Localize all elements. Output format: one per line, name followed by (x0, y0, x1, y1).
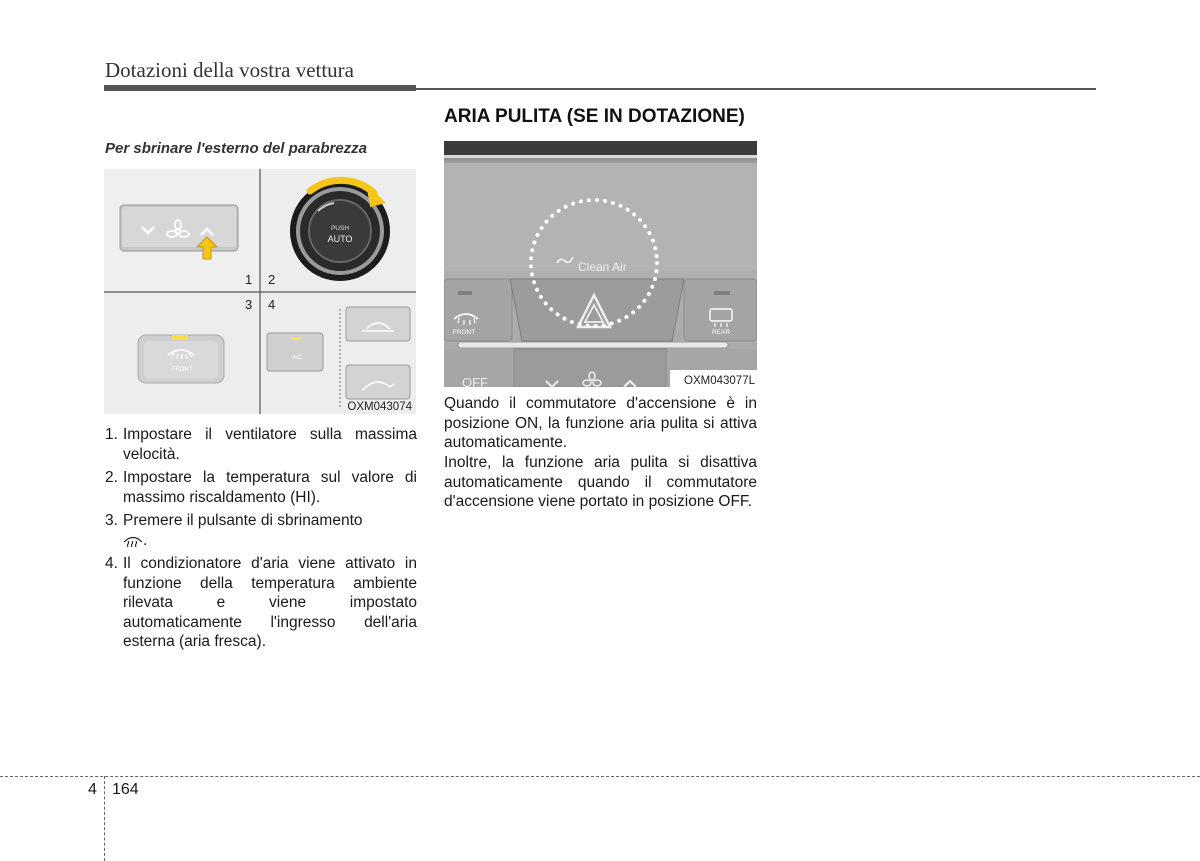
front-defrost-button-illustration (138, 335, 224, 383)
list-item: 2. Impostare la temperatura sul valore di massimo riscaldamento (HI). (105, 469, 417, 506)
defrost-steps (105, 425, 417, 656)
header-title: Dotazioni della vostra vettura (105, 58, 354, 82)
fan-control-panel (120, 205, 238, 259)
ac-button-illustration (267, 333, 323, 371)
section-heading: ARIA PULITA (SE IN DOTAZIONE) (444, 106, 745, 127)
front-defrost-button-illustration (444, 279, 512, 341)
clean-air-paragraph-1: Quando il commutatore d'accensione è in posizione ON, la funzione aria pulita si attiva automaticamente. (444, 395, 757, 451)
svg-text:1: 1 (245, 272, 253, 287)
svg-text:4: 4 (268, 297, 276, 312)
clean-air-illustration (444, 141, 757, 387)
front-defrost-icon (123, 534, 143, 548)
svg-text:Clean Air: Clean Air (578, 260, 627, 274)
footer-rule-vertical (104, 776, 105, 861)
list-item: 1. Impostare il ventilatore sulla massima velocità. (105, 426, 417, 463)
clean-air-figure (444, 141, 757, 387)
list-item: 3. Premere il pulsante di sbrinamento . (105, 512, 363, 549)
list-item: 4. Il condizionatore d'aria viene attivato in funzione della temperatura ambiente rilevata e viene impostato automaticamente l'ingresso dell'aria esterna (aria fresca). (105, 555, 417, 650)
defrost-illustration (104, 169, 416, 414)
svg-text:OXM043074: OXM043074 (347, 401, 412, 413)
svg-text:A/C: A/C (291, 355, 303, 361)
chapter-number: 4 (88, 781, 97, 798)
svg-text:AUTO: AUTO (327, 234, 353, 244)
svg-text:2: 2 (268, 272, 276, 287)
clean-air-paragraph-2: Inoltre, la funzione aria pulita si disattiva automaticamente quando il commutatore d'accensione viene portato in posizione OFF. (444, 454, 757, 510)
svg-text:FRONT: FRONT (452, 329, 476, 336)
svg-text:FRONT: FRONT (171, 367, 193, 373)
header-rule (104, 85, 416, 91)
svg-text:3: 3 (245, 297, 253, 312)
rear-defrost-button-illustration (684, 279, 757, 341)
svg-text:OXM043077L: OXM043077L (684, 375, 755, 387)
svg-text:PUSH: PUSH (330, 225, 350, 232)
temperature-knob (290, 180, 390, 281)
svg-text:REAR: REAR (711, 329, 731, 336)
left-subheading: Per sbrinare l'esterno del parabrezza (105, 140, 368, 157)
header-rule-thin (416, 88, 1096, 90)
footer-rule (0, 776, 1200, 777)
svg-text:OFF: OFF (462, 375, 488, 387)
page-number: 164 (112, 781, 139, 798)
defrost-figure (104, 169, 416, 414)
